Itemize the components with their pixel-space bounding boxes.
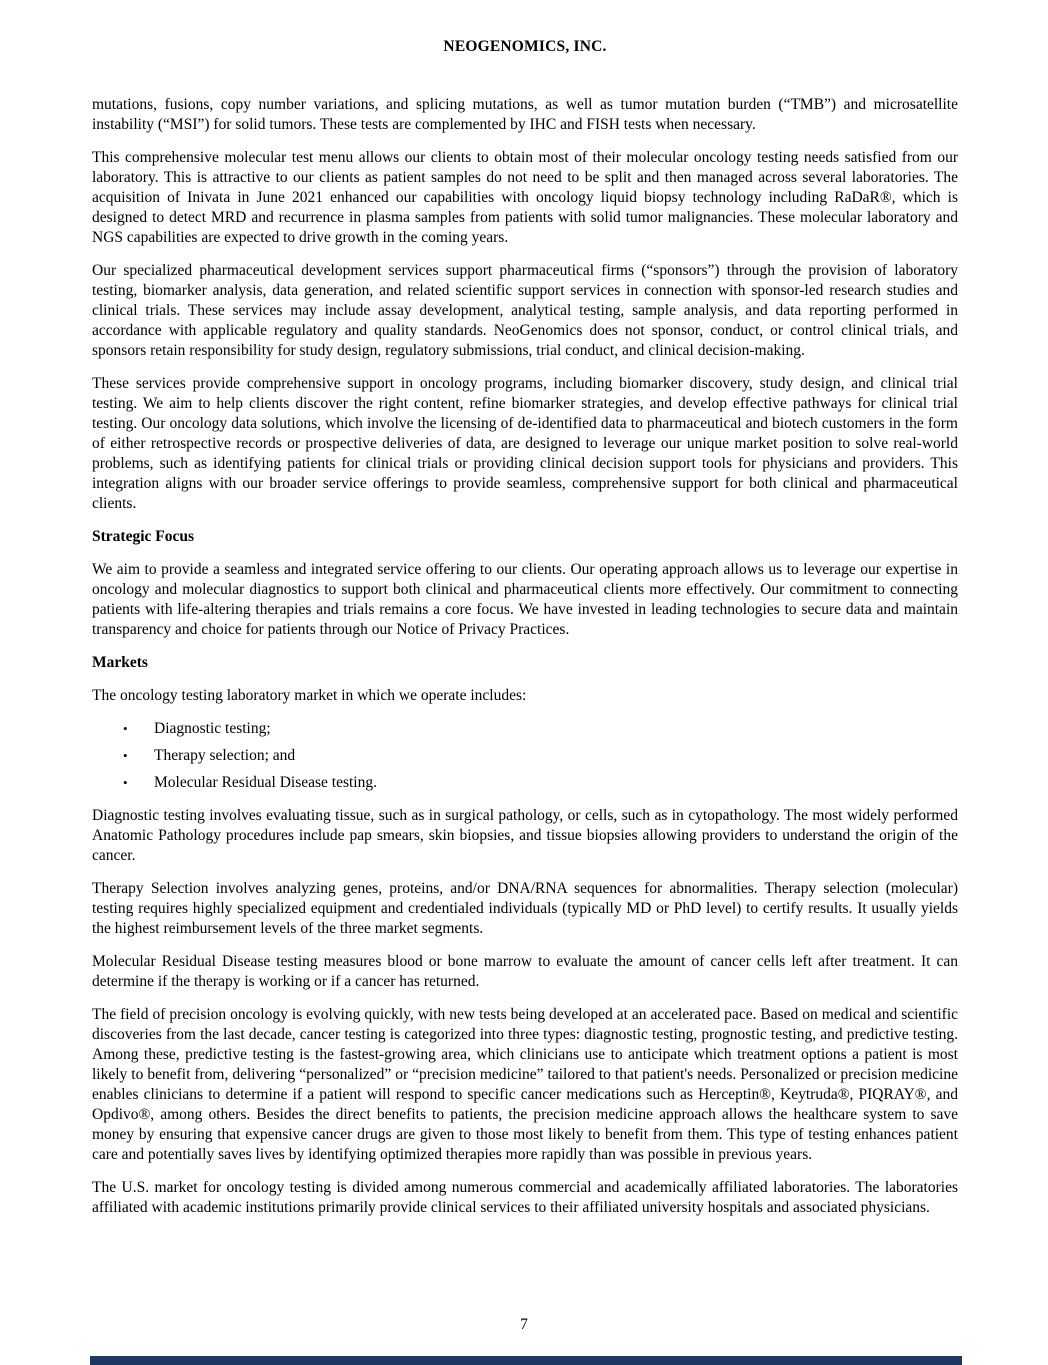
paragraph-pharma-services: Our specialized pharmaceutical development services support pharmaceutical firms (“sponsors”) through the provision of laboratory testing, biomarker analysis, data generation, and related scientific support services in connection with sponsor-led research studies and clinical trials. These services may include assay development, analytical testing, sample analysis, and data reporting performed in accordance with applicable regulatory and quality standards. NeoGenomics does not sponsor, conduct, or control clinical trials, and sponsors retain responsibility for study design, regulatory submissions, trial conduct, and clinical decision-making. bbox=[92, 262, 958, 359]
paragraph-mrd-testing: Molecular Residual Disease testing measures blood or bone marrow to evaluate the amount of cancer cells left after treatment. It can determine if the therapy is working or if a cancer has returned. bbox=[92, 953, 958, 990]
list-item-therapy-selection bbox=[92, 746, 958, 766]
company-title: NEOGENOMICS, INC. bbox=[443, 38, 607, 55]
paragraph-test-menu: This comprehensive molecular test menu allows our clients to obtain most of their molecular oncology testing needs satisfied from our laboratory. This is attractive to our clients as patient samples do not need to be split and then managed across several laboratories. The acquisition of Inivata in June 2021 enhanced our capabilities with oncology liquid biopsy technology including RaDaR®, which is designed to detect MRD and recurrence in plasma samples from patients with solid tumor malignancies. These molecular laboratory and NGS capabilities are expected to drive growth in the coming years. bbox=[92, 149, 958, 246]
list-item-label: Diagnostic testing; bbox=[154, 720, 271, 737]
list-item-mrd-testing bbox=[92, 773, 958, 793]
bottom-accent-bar bbox=[90, 1356, 962, 1365]
bullet-icon: • bbox=[123, 721, 128, 736]
bullet-icon: • bbox=[123, 748, 128, 763]
paragraph-precision-oncology: The field of precision oncology is evolving quickly, with new tests being developed at an accelerated pace. Based on medical and scientific discoveries from the last decade, cancer testing is categorized into three types: diagnostic testing, prognostic testing, and predictive testing. Among these, predictive testing is the fastest-growing area, which clinicians use to anticipate which treatment options a patient is most likely to benefit from, delivering “personalized” or “precision medicine” tailored to that patient's needs. Personalized or precision medicine enables clinicians to determine if a patient will respond to specific cancer medications such as Herceptin®, Keytruda®, PIQRAY®, and Opdivo®, among others. Besides the direct benefits to patients, the precision medicine approach allows the healthcare system to save money by ensuring that expensive cancer drugs are given to those most likely to benefit from them. This type of testing enhances patient care and potentially saves lives by identifying optimized therapies more rapidly than was possible in previous years. bbox=[92, 1006, 958, 1163]
paragraph-oncology-programs: These services provide comprehensive support in oncology programs, including biomarker discovery, study design, and clinical trial testing. We aim to help clients discover the right content, refine biomarker strategies, and develop effective pathways for clinical trial testing. Our oncology data solutions, which involve the licensing of de-identified data to pharmaceutical and biotech customers in the form of either retrospective records or prospective deliveries of data, are designed to leverage our unique market position to solve real-world problems, such as identifying patients for clinical trials or providing clinical decision support tools for physicians and providers. This integration aligns with our broader service offerings to provide seamless, comprehensive support for both clinical and pharmaceutical clients. bbox=[92, 375, 958, 512]
list-item-label: Therapy selection; and bbox=[154, 747, 296, 764]
heading-strategic-focus: Strategic Focus bbox=[92, 528, 195, 545]
paragraph-markets-intro: The oncology testing laboratory market in which we operate includes: bbox=[92, 687, 527, 704]
paragraph-molecular-tests-continuation: mutations, fusions, copy number variations, and splicing mutations, as well as tumor mutation burden (“TMB”) and microsatellite instability (“MSI”) for solid tumors. These tests are complemented by IHC and FISH tests when necessary. bbox=[92, 96, 958, 133]
paragraph-therapy-selection: Therapy Selection involves analyzing genes, proteins, and/or DNA/RNA sequences for abnormalities. Therapy selection (molecular) testing requires highly specialized equipment and credentialed individuals (typically MD or PhD level) to certify results. It usually yields the highest reimbursement levels of the three market segments. bbox=[92, 880, 958, 937]
bullet-icon: • bbox=[123, 775, 128, 790]
list-item-diagnostic-testing bbox=[92, 719, 958, 739]
paragraph-us-market: The U.S. market for oncology testing is divided among numerous commercial and academically affiliated laboratories. The laboratories affiliated with academic institutions primarily provide clinical services to their affiliated university hospitals and associated physicians. bbox=[92, 1179, 958, 1216]
list-item-label: Molecular Residual Disease testing. bbox=[154, 774, 377, 791]
paragraph-diagnostic-testing: Diagnostic testing involves evaluating tissue, such as in surgical pathology, or cells, such as in cytopathology. The most widely performed Anatomic Pathology procedures include pap smears, skin biopsies, and tissue biopsies allowing providers to understand the origin of the cancer. bbox=[92, 807, 958, 864]
heading-markets: Markets bbox=[92, 654, 148, 671]
markets-bullet-list bbox=[92, 719, 958, 793]
paragraph-strategic-focus: We aim to provide a seamless and integrated service offering to our clients. Our operating approach allows us to leverage our expertise in oncology and molecular diagnostics to support both clinical and pharmaceutical clients more effectively. Our commitment to connecting patients with life-altering therapies and trials remains a core focus. We have invested in leading technologies to secure data and maintain transparency and choice for patients through our Notice of Privacy Practices. bbox=[92, 561, 958, 638]
page-number: 7 bbox=[520, 1316, 528, 1333]
